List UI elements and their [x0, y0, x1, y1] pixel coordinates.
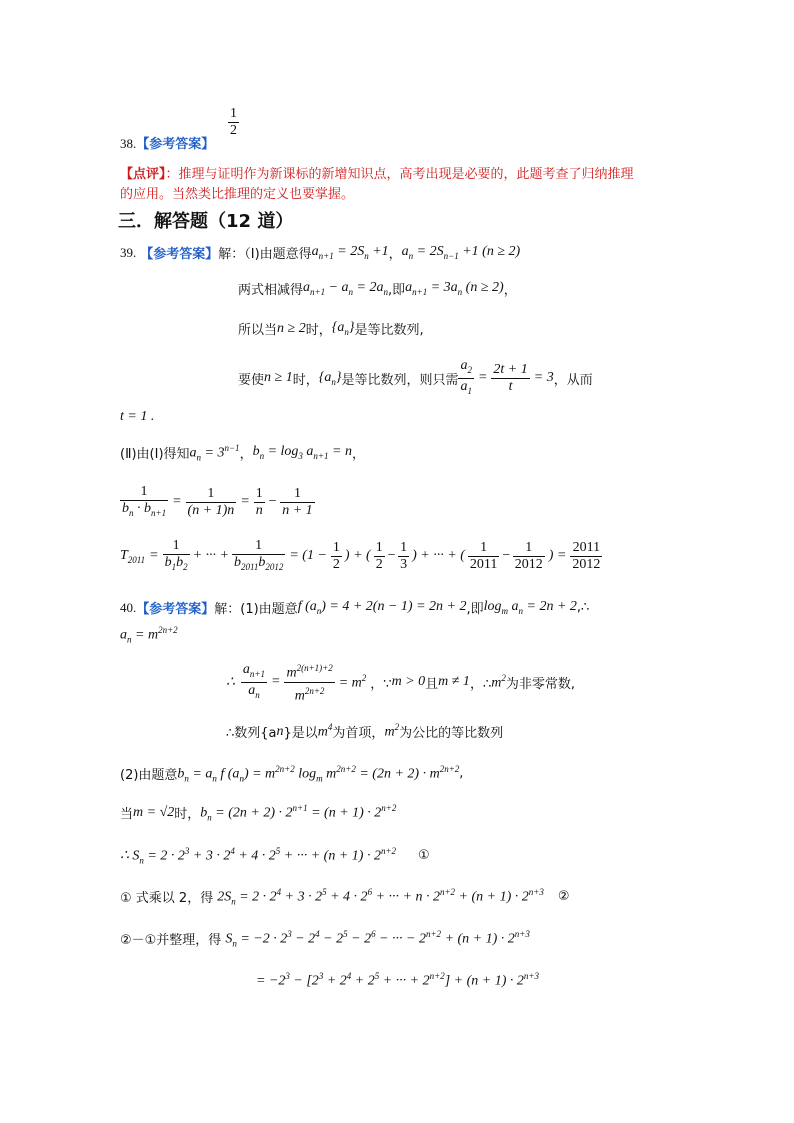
q40-sum2 [120, 887, 570, 906]
q40-part2-end: , [459, 766, 464, 782]
q39-line2-pre: 两式相减得 [238, 283, 304, 298]
q40-line3-g: 为非零常数, [505, 676, 575, 692]
q40-line4-d: 为公比的等比数列 [399, 726, 504, 741]
q40-end: ,∴ [576, 600, 590, 615]
q39-eq2: $a_n = 2S_{n-1} +1$ (n ≥ 2) [401, 244, 521, 261]
q40-line4-c: 为首项， [332, 726, 385, 741]
q40-when-eq: $b_n = (2n + 2) \cdot 2^{n+1} = (n + 1) \cdot 2^{n+2}$ [200, 803, 397, 823]
q40-line3: ∴ $\frac{a_{n+1}}{a_n}$ = $\frac{m^{2(n+1)+2}}{m^{2n+2}}$ = $m^2$ ，∵ m > 0 且 m ≠ 1 ，∴ $m^2$ 为非零常数, [226, 661, 575, 704]
q39-line3-c: 时， [305, 323, 332, 338]
q38-comment-line2: 的应用。当然类比推理的定义也要掌握。 [120, 187, 355, 202]
q39-line1: 39. 【参考答案】 解：（Ⅰ)由题意得 $a_{n+1} = 2S_n +1$ ， $a_n = 2S_{n-1} +1$ (n ≥ 2) [120, 244, 521, 262]
q38-number: 38. [120, 136, 137, 151]
q40-ref-label: 【参考答案】 [136, 602, 215, 617]
q40-sum3-eq: $S_n = -2 \cdot 2^3 - 2^4 - 2^5 - 2^6$ − ··· − $2^{n+2} + (n + 1) \cdot 2^{n+3}$ [225, 929, 530, 949]
q39-part2: (Ⅱ)由(Ⅰ)得知 $a_n = 3^{n-1}$ ， $b_n = \log_3 a_{n+1} = n$ ， [120, 443, 365, 463]
q38-line [120, 133, 214, 152]
q38-denominator: 2 [230, 123, 237, 138]
q39-t-fraction: $\frac{2t + 1}{t}$ [493, 361, 528, 394]
q39-line3-d: $\{a_n\}$ [331, 320, 355, 337]
q40-line3-e: m ≠ 1 [438, 674, 470, 690]
q39-eq1: $a_{n+1} = 2S_n +1$ [311, 244, 389, 261]
q40-sum3 [120, 929, 530, 948]
q40-sum2-a: ① 式乘以 2，得 [120, 891, 214, 907]
q39-intro: 解：（Ⅰ)由题意得 [218, 247, 312, 262]
q40-eq1: f $(a_n) = 4 + 2(n - 1) = 2n + 2$ [297, 599, 467, 616]
q39-line2-eq2: $a_{n+1} = 3a_n$ (n ≥ 2) [405, 280, 504, 297]
q40-line3-b: ，∵ [370, 676, 392, 692]
q40-line4-a: ∴数列{a [226, 726, 277, 741]
q39-line4-c: 时， [292, 372, 319, 388]
q40-sum1-eq: ∴ $S_n = 2 \cdot 2^3 + 3 \cdot 2^4 + 4 \cdot 2^5$ + ··· + $(n + 1) \cdot 2^{n+2}$ [120, 846, 397, 866]
q38-comment-line1 [120, 163, 634, 182]
q40-part2 [120, 764, 463, 783]
q40-line4: ∴数列{a n }是以 $m^4$ 为首项， $m^2$ 为公比的等比数列 [226, 722, 504, 741]
q39-part2-eq2: $b_n = \log_3 a_{n+1} = n$ [252, 444, 352, 462]
q40-part2-a: (2)由题意 [120, 768, 178, 784]
q39-line3-a: 所以当 [238, 323, 278, 338]
q40-line3-c: m > 0 [391, 674, 426, 690]
q39-sum: $T_{2011}$ = $\frac{1}{b_1b_2}$ + ··· + $\frac{1}{b_{2011}b_{2012}}$ = (1 − $\frac{1}{2}$ ) + ( $\frac{1}{2}$ − $\frac{1}{3}$ ) + ··· + ( $\frac{1}{2011}$ − $\frac{1}{2012}$ ) = $\frac{2011}{2012}$ [120, 538, 601, 572]
q39-line4: 要使 n ≥ 1 时， $\{a_n\}$ 是等比数列，则只需 $\frac{a_2}{a_1}$ = $\frac{2t + 1}{t}$ = 3 ，从而 [238, 358, 593, 399]
q39-line4-d: $\{a_n\}$ [318, 369, 342, 387]
q40-when-a: 当 [120, 807, 134, 823]
q40-when-line: 当 m = √2 时， $b_n = (2n + 2) \cdot 2^{n+1} = (n + 1) \cdot 2^{n+2}$ [120, 803, 397, 823]
q39-telescoping: $\frac{1}{b_n \cdot b_{n+1}}$ = $\frac{1}{(n + 1)n}$ = $\frac{1}{n}$ − $\frac{1}{n + 1}$ [122, 484, 313, 518]
q40-sum1 [120, 846, 430, 865]
q38-ref-label: 【参考答案】 [136, 137, 215, 152]
q39-line2-mid: ,即 [388, 283, 406, 298]
q40-sum3-a: ②－①并整理，得 [120, 933, 222, 949]
q40-mark2: ② [557, 889, 570, 905]
q40-line2: $a_n = m^{2n+2}$ [120, 625, 178, 645]
q39-line2: 两式相减得 $a_{n+1} - a_n = 2a_n$ ,即 $a_{n+1} = 3a_n$ (n ≥ 2) ， [238, 280, 517, 298]
q39-line4-f: ，从而 [553, 372, 593, 388]
q39-line4-a: 要使 [238, 372, 265, 388]
q40-intro: 解：(1)由题意 [214, 602, 298, 617]
q40-sum2-eq: $2S_n = 2 \cdot 2^4 + 3 \cdot 2^5 + 4 \cdot 2^6$ + ··· + $n \cdot 2^{n+2} + (n + 1) \cdot 2^{n+3}$ [217, 887, 544, 907]
q39-part2-a: (Ⅱ)由(Ⅰ)得知 [120, 447, 190, 463]
q40-line4-b: }是以 [283, 726, 318, 741]
q38-numerator: 1 [230, 106, 237, 121]
q40-eq2: $\log_m a_n = 2n + 2$ [483, 599, 577, 616]
q40-part2-eq: $b_n = a_n$ f $(a_n) = m^{2n+2}$ $\log_m m^{2n+2} = (2n + 2) \cdot m^{2n+2}$ [177, 764, 460, 784]
q39-line5: t = 1 . [120, 409, 155, 424]
q38-answer-fraction [228, 106, 239, 139]
q39-part2-eq1: $a_n = 3^{n-1}$ [189, 443, 240, 463]
q38-comment-label: 【点评】 [120, 167, 166, 182]
q40-line3-d: 且 [425, 676, 439, 692]
q40-line3-f: ，∴ [469, 676, 492, 692]
q40-number: 40. [120, 599, 137, 615]
q39-line3-e: 是等比数列, [354, 323, 424, 338]
q40-when-b: 时， [174, 807, 201, 823]
q40-mid: ,即 [466, 602, 484, 617]
q38-comment-text1: ：推理与证明作为新课标的新增知识点，高考出现是必要的，此题考查了归纳推理 [165, 167, 634, 182]
section-title: 三．解答题（12 道） [118, 211, 294, 232]
q39-line3-b: n ≥ 2 [277, 320, 306, 336]
q39-line2-eq: $a_{n+1} - a_n = 2a_n$ [303, 280, 388, 297]
q40-sum4: = $-2^3 - [2^3 + 2^4 + 2^5$ + ··· + $2^{n+2}] + (n + 1) \cdot 2^{n+3}$ [256, 971, 539, 989]
q40-line1 [120, 598, 589, 617]
q39-line4-e: 是等比数列，则只需 [341, 372, 459, 388]
q39-ref-label: 【参考答案】 [140, 247, 219, 262]
q39-number: 39. [120, 244, 137, 260]
q39-line4-b: n ≥ 1 [264, 370, 293, 386]
q40-mark1: ① [418, 848, 430, 864]
q39-line3 [238, 319, 424, 338]
q39-ratio-fraction: $\frac{a_2}{a_1}$ [460, 358, 472, 396]
